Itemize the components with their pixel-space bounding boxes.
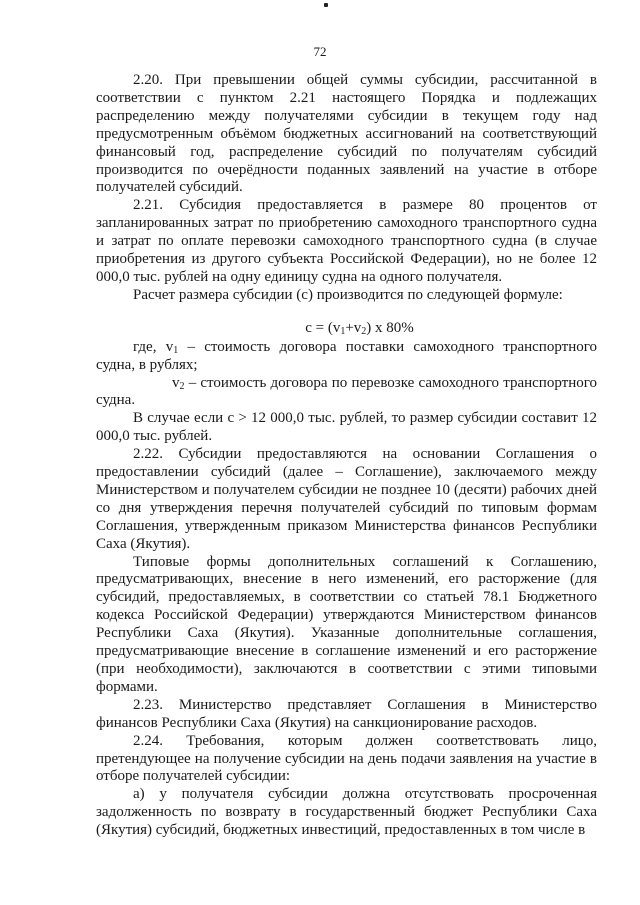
paragraph-formula-intro: Расчет размера субсидии (с) производится по следующей формуле: (133, 286, 563, 303)
scan-mark (324, 3, 328, 7)
definition-v2-prefix: v (172, 374, 180, 391)
definition-v1 (96, 339, 597, 375)
paragraph-2-21: 2.21. Субсидия предоставляется в размере 80 процентов от запланированных затрат по приобретению самоходного транспортного судна и затрат по оплате перевозки самоходного транспортного судна (в случае приобретения из другого субъекта Российской Федерации), но не более 12 000,0 тыс. рублей на одну единицу судна на одного получателя. (96, 197, 597, 285)
paragraph-item-a: а) у получателя субсидии должна отсутствовать просроченная задолженность по возврату в государственный бюджет Республики Саха (Якутия) субсидий, бюджетных инвестиций, предоставленных в том числе в (96, 786, 597, 839)
definition-v1-text: – стоимость договора поставки самоходного транспортного судна, в рублях; (96, 338, 597, 373)
definition-v1-sub: 1 (173, 344, 179, 356)
formula-plus: +v (345, 319, 362, 336)
definition-v2-text: – стоимость договора по перевозке самоходного транспортного судна. (96, 374, 597, 409)
page-number: 72 (313, 44, 327, 59)
paragraph-2-24: 2.24. Требования, которым должен соответствовать лицо, претендующее на получение субсидии на день подачи заявления на участие в отборе получателей субсидии: (96, 732, 597, 785)
definition-v2 (96, 375, 597, 411)
subsidy-formula (96, 320, 597, 338)
formula-rhs: ) х 80% (366, 319, 414, 336)
formula-lhs: c = (v (305, 319, 341, 336)
paragraph-cap: В случае если с > 12 000,0 тыс. рублей, то размер субсидии составит 12 000,0 тыс. рублей. (96, 410, 597, 445)
formula-sub-2: 2 (361, 325, 367, 337)
paragraph-2-22: 2.22. Субсидии предоставляются на основании Соглашения о предоставлении субсидий (далее – Соглашение), заключаемого между Министерством и получателем субсидии не позднее 10 (десяти) рабочих дней со дня утверждения перечня получателей субсидий по типовым формам Соглашения, утвержденным приказом Министерства финансов Республики Саха (Якутия). (96, 446, 597, 552)
document-body (96, 72, 597, 840)
formula-sub-1: 1 (340, 325, 346, 337)
paragraph-typical-forms: Типовые формы дополнительных соглашений к Соглашению, предусматривающих, внесение в него изменений, его расторжение (для субсидий, предоставляемых, в соответствии со статьей 78.1 Бюджетного кодекса Российской Федерации) утверждаются Министерством финансов Республики Саха (Якутия). Указанные дополнительные соглашения, предусматривающие внесение в соглашение изменений и его расторжение (при необходимости), заключаются в соответствии с этими типовыми формами. (96, 553, 597, 695)
paragraph-2-20: 2.20. При превышении общей суммы субсидии, рассчитанной в соответствии с пунктом 2.21 настоящего Порядка и подлежащих распределению между получателями субсидии в текущем году над предусмотренным объёмом бюджетных ассигнований на соответствующий финансовый год, распределение субсидий по получателям субсидий производится по очерёдности поданных заявлений на участие в отборе получателей субсидий. (96, 72, 597, 196)
definition-v1-prefix: где, v (133, 338, 174, 355)
definition-v2-sub: 2 (179, 380, 185, 392)
paragraph-2-23: 2.23. Министерство представляет Соглашения в Министерство финансов Республики Саха (Якутия) на санкционирование расходов. (96, 696, 597, 731)
